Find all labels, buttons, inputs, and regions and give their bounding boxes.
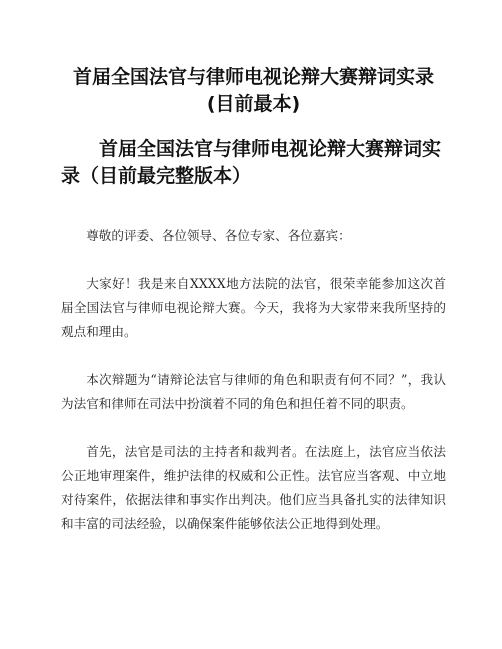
intro-paragraph: 大家好！我是来自XXXX地方法院的法官，很荣幸能参加这次首届全国法官与律师电视论辩大赛。今天，我将为大家带来我所坚持的观点和理由。 (61, 276, 446, 339)
topic-paragraph: 本次辩题为“请辩论法官与律师的角色和职责有何不同？”，我认为法官和律师在司法中扮演着不同的角色和担任着不同的职责。 (61, 372, 446, 411)
judge-role-paragraph: 首先，法官是司法的主持者和裁判者。在法庭上，法官应当依法公正地审理案件，维护法律的权威和公正性。法官应当客观、中立地对待案件，依据法律和事实作出判决。他们应当具备扎实的法律知识和丰富的司法经验，以确保案件能够依法公正地得到处理。 (61, 444, 446, 531)
salutation-paragraph: 尊敬的评委、各位领导、各位专家、各位嘉宾： (86, 228, 351, 243)
document-subtitle: 首届全国法官与律师电视论辩大赛辩词实录（目前最完整版本） (61, 138, 442, 187)
document-title: 首届全国法官与律师电视论辩大赛辩词实录(目前最本) (72, 66, 434, 115)
